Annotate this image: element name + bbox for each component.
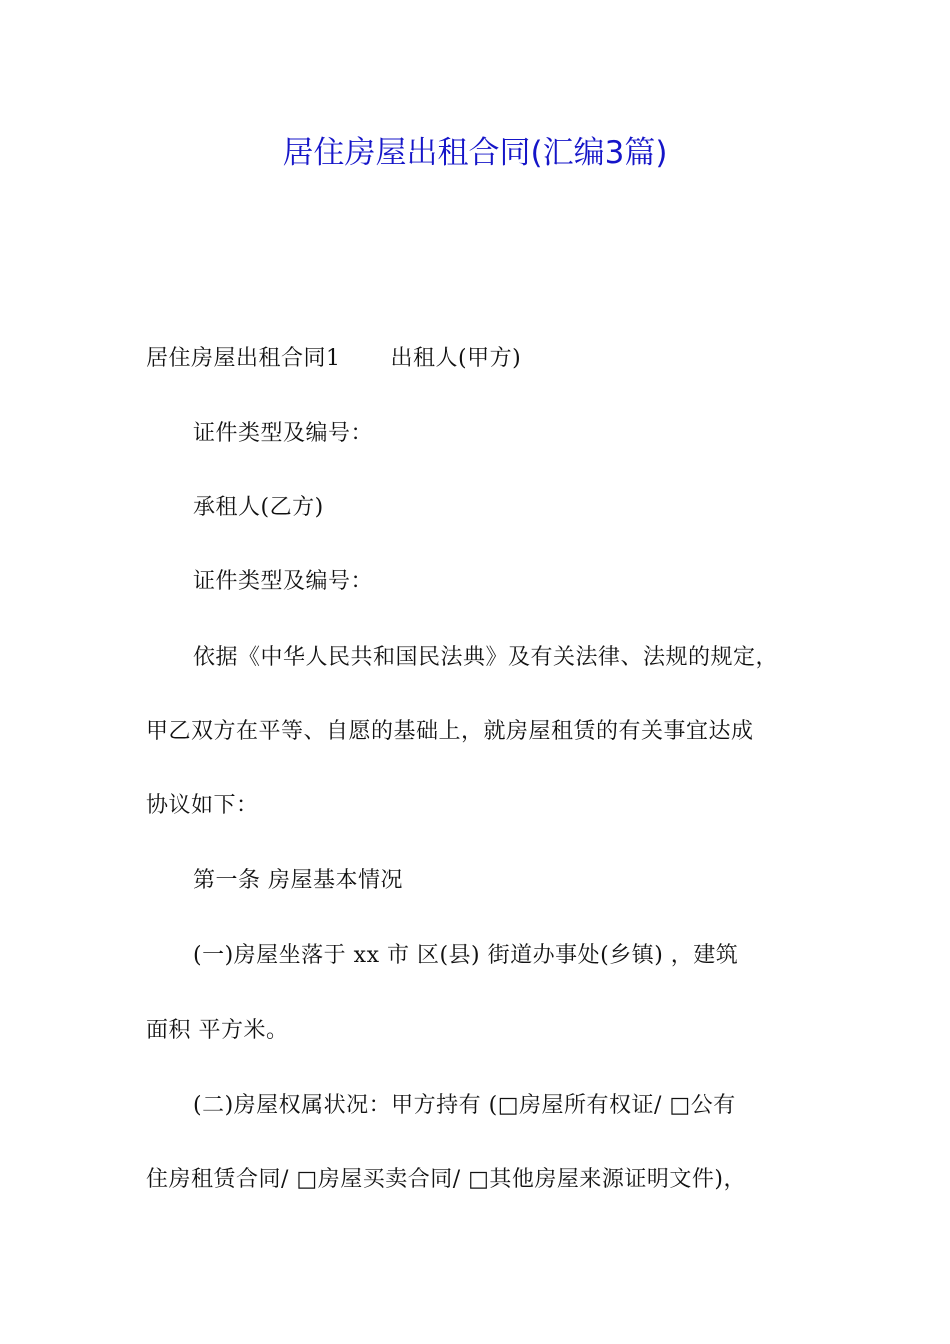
lessor-id-line: 证件类型及编号： [193, 421, 374, 446]
paragraph-line: (一)房屋坐落于 xx 市 区(县) 街道办事处(乡镇) ，建筑 [193, 943, 739, 968]
paragraph-line: 协议如下： [146, 793, 259, 818]
paragraph-line: (二)房屋权属状况：甲方持有 (□房屋所有权证/ □公有 [193, 1093, 736, 1118]
lessor-label: 出租人(甲方) [390, 346, 522, 371]
paragraph-line: 甲乙双方在平等、自愿的基础上，就房屋租赁的有关事宜达成 [146, 719, 754, 744]
paragraph-line: 住房租赁合同/ □房屋买卖合同/ □其他房屋来源证明文件)， [146, 1167, 746, 1192]
lessee-line: 承租人(乙方) [193, 495, 324, 520]
paragraph-line: 依据《中华人民共和国民法典》及有关法律、法规的规定， [193, 645, 779, 670]
lessee-id-line: 证件类型及编号： [193, 569, 374, 594]
contract-number-label: 居住房屋出租合同1 [146, 346, 341, 371]
paragraph-line: 面积 平方米。 [146, 1018, 289, 1043]
article-heading: 第一条 房屋基本情况 [193, 868, 403, 893]
contract-heading-line [146, 344, 521, 374]
document-title: 居住房屋出租合同(汇编3篇) [282, 135, 668, 171]
